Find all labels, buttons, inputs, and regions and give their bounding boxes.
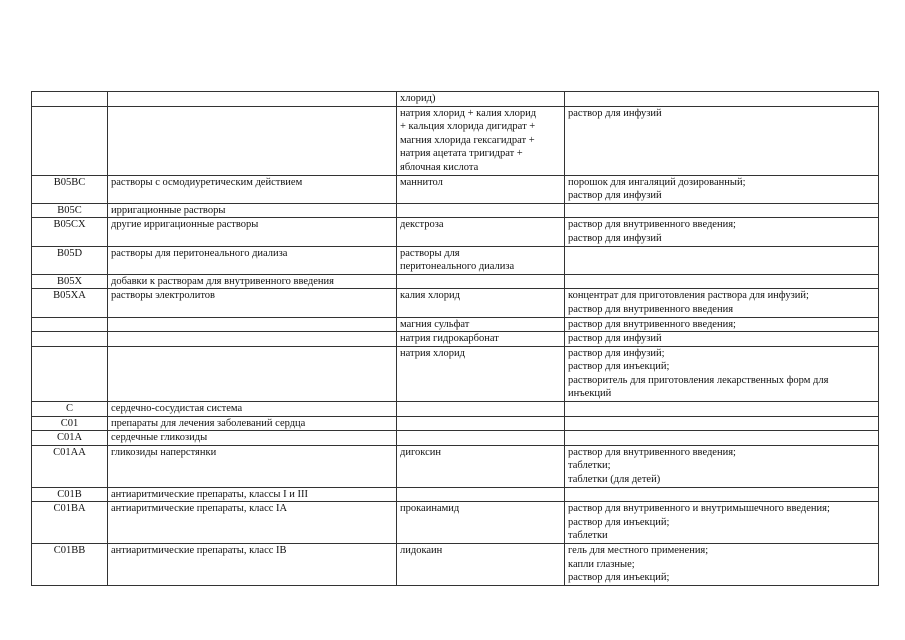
dosage-forms-cell xyxy=(565,274,879,289)
group-name-cell xyxy=(108,445,397,487)
drug-name-line: яблочная кислота xyxy=(400,161,479,173)
drug-name-cell xyxy=(397,431,565,446)
group-name-cell xyxy=(108,203,397,218)
group-name: препараты для лечения заболеваний сердца xyxy=(111,417,306,429)
drug-classification-table xyxy=(31,91,879,586)
drug-name-cell xyxy=(397,317,565,332)
dosage-form-line: раствор для инфузий; xyxy=(568,347,665,359)
atc-code-cell xyxy=(32,106,108,175)
drug-name-line: натрия ацетата тригидрат + xyxy=(400,148,523,160)
atc-code-cell xyxy=(32,445,108,487)
dosage-form-line: гель для местного применения; xyxy=(568,545,709,556)
group-name-cell xyxy=(108,289,397,317)
group-name-cell xyxy=(108,92,397,107)
dosage-form-line: инъекций xyxy=(568,388,612,400)
drug-name-cell xyxy=(397,218,565,246)
dosage-form-line: раствор для внутривенного введения xyxy=(568,303,734,315)
dosage-forms-cell xyxy=(565,346,879,401)
atc-code: B05BC xyxy=(53,176,86,188)
drug-name-cell xyxy=(397,445,565,487)
group-name-cell xyxy=(108,246,397,274)
atc-code-cell xyxy=(32,346,108,401)
atc-code: C xyxy=(65,403,73,415)
atc-code-cell xyxy=(32,416,108,431)
atc-code-cell xyxy=(32,175,108,203)
group-name: антиаритмические препараты, класс IB xyxy=(111,545,287,556)
dosage-forms-cell xyxy=(565,487,879,502)
drug-name-cell xyxy=(397,203,565,218)
atc-code-cell xyxy=(32,487,108,502)
group-name-cell xyxy=(108,431,397,446)
table-row xyxy=(32,445,879,487)
drug-name-line: растворы для xyxy=(400,247,460,259)
drug-name-line: магния хлорида гексагидрат + xyxy=(400,134,535,146)
atc-code: C01BA xyxy=(53,503,86,515)
group-name: антиаритмические препараты, классы I и III xyxy=(111,488,308,500)
drug-name-line: натрия хлорид + калия хлорид xyxy=(400,107,537,119)
drug-name-line: декстроза xyxy=(400,219,444,231)
dosage-form-line: раствор для внутривенного и внутримышечного введения; xyxy=(568,503,830,515)
atc-code: C01B xyxy=(57,488,82,500)
dosage-form-line: раствор для инфузий xyxy=(568,107,662,119)
dosage-forms-cell xyxy=(565,416,879,431)
drug-name-cell xyxy=(397,487,565,502)
table-row xyxy=(32,106,879,175)
drug-name-cell xyxy=(397,246,565,274)
atc-code-cell xyxy=(32,218,108,246)
group-name-cell xyxy=(108,274,397,289)
table-row xyxy=(32,502,879,544)
drug-name-cell xyxy=(397,274,565,289)
dosage-form-line: таблетки (для детей) xyxy=(568,474,661,486)
group-name-cell xyxy=(108,502,397,544)
group-name: гликозиды наперстянки xyxy=(111,446,217,458)
group-name-cell xyxy=(108,416,397,431)
dosage-form-line: раствор для инъекций; xyxy=(568,516,670,528)
drug-name-cell xyxy=(397,332,565,347)
dosage-forms-cell xyxy=(565,203,879,218)
drug-name-cell xyxy=(397,502,565,544)
drug-name-line: натрия хлорид xyxy=(400,347,465,359)
group-name: растворы с осмодиуретическим действием xyxy=(111,176,303,188)
dosage-form-line: раствор для инфузий xyxy=(568,190,662,202)
dosage-form-line: раствор для внутривенного введения; xyxy=(568,318,736,330)
table-row xyxy=(32,289,879,317)
table-row xyxy=(32,246,879,274)
atc-code: B05X xyxy=(56,275,83,287)
dosage-forms-cell xyxy=(565,317,879,332)
table-row xyxy=(32,402,879,417)
table-body xyxy=(32,92,879,586)
drug-name-line: + кальция хлорида дигидрат + xyxy=(400,121,536,133)
dosage-form-line: таблетки xyxy=(568,530,608,542)
dosage-forms-cell xyxy=(565,544,879,586)
drug-name-cell xyxy=(397,92,565,107)
table-row xyxy=(32,175,879,203)
atc-code-cell xyxy=(32,332,108,347)
table-row xyxy=(32,92,879,107)
table-row xyxy=(32,487,879,502)
atc-code-cell xyxy=(32,246,108,274)
atc-code-cell xyxy=(32,502,108,544)
group-name: антиаритмические препараты, класс IA xyxy=(111,503,288,515)
dosage-forms-cell xyxy=(565,289,879,317)
drug-name-cell xyxy=(397,346,565,401)
group-name-cell xyxy=(108,402,397,417)
dosage-forms-cell xyxy=(565,502,879,544)
atc-code: B05CX xyxy=(53,219,86,231)
atc-code: C01BB xyxy=(53,545,86,556)
group-name-cell xyxy=(108,487,397,502)
dosage-form-line: раствор для инфузий xyxy=(568,232,662,244)
dosage-forms-cell xyxy=(565,175,879,203)
drug-name-cell xyxy=(397,289,565,317)
group-name: добавки к растворам для внутривенного введения xyxy=(111,275,334,287)
group-name: ирригационные растворы xyxy=(111,204,226,216)
atc-code-cell xyxy=(32,92,108,107)
table-row xyxy=(32,431,879,446)
dosage-form-line: капли глазные; xyxy=(568,558,635,570)
dosage-forms-cell xyxy=(565,402,879,417)
drug-name-line: хлорид) xyxy=(400,93,436,104)
atc-code: C01 xyxy=(60,417,79,429)
drug-name-cell xyxy=(397,544,565,586)
group-name-cell xyxy=(108,175,397,203)
table-row xyxy=(32,332,879,347)
atc-code: C01AA xyxy=(53,446,86,458)
dosage-form-line: таблетки; xyxy=(568,460,611,472)
atc-code-cell xyxy=(32,274,108,289)
dosage-form-line: раствор для инъекций; xyxy=(568,572,670,584)
group-name: растворы для перитонеального диализа xyxy=(111,247,288,259)
group-name: другие ирригационные растворы xyxy=(111,219,259,231)
dosage-form-line: раствор для инъекций; xyxy=(568,361,670,373)
dosage-form-line: порошок для ингаляций дозированный; xyxy=(568,176,746,188)
table-row xyxy=(32,346,879,401)
dosage-forms-cell xyxy=(565,246,879,274)
dosage-forms-cell xyxy=(565,218,879,246)
atc-code-cell xyxy=(32,289,108,317)
group-name-cell xyxy=(108,218,397,246)
drug-name-line: магния сульфат xyxy=(400,318,470,330)
atc-code-cell xyxy=(32,431,108,446)
table-row xyxy=(32,544,879,586)
drug-name-line: калия хлорид xyxy=(400,290,460,302)
group-name: сердечно-сосудистая система xyxy=(111,403,243,415)
atc-code: B05D xyxy=(56,247,83,259)
table-row xyxy=(32,416,879,431)
drug-name-line: натрия гидрокарбонат xyxy=(400,333,499,345)
atc-code: B05XA xyxy=(53,290,86,302)
group-name: растворы электролитов xyxy=(111,290,216,302)
atc-code-cell xyxy=(32,317,108,332)
dosage-form-line: концентрат для приготовления раствора для инфузий; xyxy=(568,290,809,302)
table-row xyxy=(32,317,879,332)
dosage-form-line: раствор для инфузий xyxy=(568,333,662,345)
table-row xyxy=(32,274,879,289)
group-name: сердечные гликозиды xyxy=(111,432,208,444)
drug-name-line: перитонеального диализа xyxy=(400,261,515,273)
table-row xyxy=(32,203,879,218)
group-name-cell xyxy=(108,332,397,347)
dosage-form-line: раствор для внутривенного введения; xyxy=(568,219,736,231)
dosage-forms-cell xyxy=(565,332,879,347)
dosage-form-line: растворитель для приготовления лекарственных форм для xyxy=(568,374,829,386)
group-name-cell xyxy=(108,544,397,586)
atc-code-cell xyxy=(32,544,108,586)
drug-name-line: прокаинамид xyxy=(400,503,460,515)
group-name-cell xyxy=(108,317,397,332)
drug-name-line: маннитол xyxy=(400,176,443,188)
drug-name-cell xyxy=(397,402,565,417)
group-name-cell xyxy=(108,346,397,401)
atc-code: B05C xyxy=(57,204,82,216)
dosage-forms-cell xyxy=(565,431,879,446)
dosage-forms-cell xyxy=(565,92,879,107)
atc-code-cell xyxy=(32,402,108,417)
dosage-form-line: раствор для внутривенного введения; xyxy=(568,446,736,458)
dosage-forms-cell xyxy=(565,106,879,175)
dosage-forms-cell xyxy=(565,445,879,487)
drug-name-cell xyxy=(397,175,565,203)
group-name-cell xyxy=(108,106,397,175)
drug-name-line: дигоксин xyxy=(400,446,441,458)
atc-code: C01A xyxy=(56,432,83,444)
drug-name-cell xyxy=(397,106,565,175)
drug-name-line: лидокаин xyxy=(400,545,443,556)
atc-code-cell xyxy=(32,203,108,218)
drug-name-cell xyxy=(397,416,565,431)
table-row xyxy=(32,218,879,246)
